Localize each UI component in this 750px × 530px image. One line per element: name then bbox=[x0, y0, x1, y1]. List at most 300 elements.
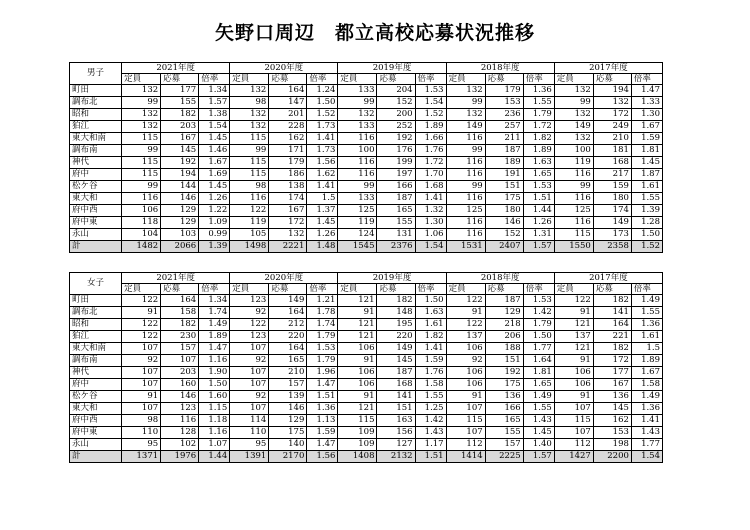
table-cell: 141 bbox=[377, 391, 415, 403]
column-header: 応募 bbox=[485, 284, 523, 295]
table-cell: 125 bbox=[554, 205, 593, 217]
year-header: 2021年度 bbox=[122, 63, 230, 74]
table-cell: 164 bbox=[269, 307, 307, 319]
column-header: 応募 bbox=[485, 74, 523, 85]
table-cell: 106 bbox=[338, 367, 377, 379]
table-row bbox=[70, 121, 663, 133]
table-cell: 122 bbox=[230, 205, 269, 217]
table-cell: 106 bbox=[446, 343, 485, 355]
table-cell: 116 bbox=[446, 169, 485, 181]
table-cell: 1.49 bbox=[199, 319, 230, 331]
table-cell: 199 bbox=[377, 157, 415, 169]
table-cell: 1.43 bbox=[523, 415, 554, 427]
table-cell: 116 bbox=[446, 133, 485, 145]
table-cell: 172 bbox=[593, 355, 631, 367]
table-cell: 98 bbox=[230, 97, 269, 109]
table-cell: 91 bbox=[122, 307, 161, 319]
table-cell: 182 bbox=[377, 295, 415, 307]
table-cell: 151 bbox=[485, 355, 523, 367]
total-cell: 1.57 bbox=[523, 241, 554, 253]
total-cell: 1.39 bbox=[199, 241, 230, 253]
school-name: 町田 bbox=[70, 295, 122, 307]
table-cell: 1.51 bbox=[307, 391, 338, 403]
table-cell: 1.46 bbox=[199, 145, 230, 157]
table-cell: 100 bbox=[338, 145, 377, 157]
table-cell: 92 bbox=[446, 355, 485, 367]
table-cell: 1.45 bbox=[523, 427, 554, 439]
table-cell: 211 bbox=[485, 133, 523, 145]
total-cell: 1976 bbox=[161, 451, 199, 463]
table-cell: 91 bbox=[446, 391, 485, 403]
table-cell: 116 bbox=[446, 157, 485, 169]
school-name: 府中東 bbox=[70, 217, 122, 229]
table-cell: 155 bbox=[161, 97, 199, 109]
table-cell: 125 bbox=[446, 205, 485, 217]
table-cell: 121 bbox=[338, 295, 377, 307]
table-cell: 230 bbox=[161, 331, 199, 343]
table-cell: 155 bbox=[377, 217, 415, 229]
total-cell: 1498 bbox=[230, 241, 269, 253]
table-cell: 1.28 bbox=[631, 217, 662, 229]
total-cell: 1550 bbox=[554, 241, 593, 253]
table-cell: 182 bbox=[161, 319, 199, 331]
column-header: 定員 bbox=[230, 284, 269, 295]
table-cell: 122 bbox=[122, 319, 161, 331]
table-cell: 1.54 bbox=[415, 97, 446, 109]
table-cell: 122 bbox=[446, 319, 485, 331]
table-cell: 99 bbox=[446, 145, 485, 157]
table-cell: 1.76 bbox=[415, 145, 446, 157]
table-cell: 1.79 bbox=[523, 319, 554, 331]
table-row bbox=[70, 343, 663, 355]
table-cell: 164 bbox=[269, 85, 307, 97]
table-cell: 1.17 bbox=[415, 439, 446, 451]
school-name: 東大和南 bbox=[70, 343, 122, 355]
total-cell: 2170 bbox=[269, 451, 307, 463]
table-cell: 1.30 bbox=[631, 109, 662, 121]
table-cell: 1.59 bbox=[307, 427, 338, 439]
table-cell: 1.77 bbox=[631, 439, 662, 451]
school-name: 調布南 bbox=[70, 355, 122, 367]
table-row bbox=[70, 403, 663, 415]
table-cell: 1.41 bbox=[415, 193, 446, 205]
table-cell: 1.55 bbox=[523, 403, 554, 415]
table-cell: 194 bbox=[593, 85, 631, 97]
table-cell: 132 bbox=[338, 109, 377, 121]
table-cell: 116 bbox=[554, 217, 593, 229]
table-cell: 1.36 bbox=[631, 403, 662, 415]
school-name: 神代 bbox=[70, 367, 122, 379]
table-cell: 187 bbox=[485, 145, 523, 157]
table-row bbox=[70, 427, 663, 439]
table-cell: 187 bbox=[485, 295, 523, 307]
table-cell: 91 bbox=[554, 391, 593, 403]
table-cell: 1.38 bbox=[199, 109, 230, 121]
column-header: 倍率 bbox=[415, 74, 446, 85]
table-cell: 164 bbox=[161, 295, 199, 307]
table-cell: 149 bbox=[269, 295, 307, 307]
table-row bbox=[70, 229, 663, 241]
table-cell: 1.65 bbox=[523, 379, 554, 391]
table-cell: 1.45 bbox=[199, 181, 230, 193]
table-cell: 99 bbox=[338, 97, 377, 109]
total-cell: 2200 bbox=[593, 451, 631, 463]
table-cell: 1.36 bbox=[631, 319, 662, 331]
table-cell: 107 bbox=[230, 403, 269, 415]
table-cell: 1.57 bbox=[199, 97, 230, 109]
year-header: 2020年度 bbox=[230, 273, 338, 284]
table-cell: 1.47 bbox=[199, 343, 230, 355]
table-cell: 1.50 bbox=[199, 379, 230, 391]
table-cell: 1.47 bbox=[631, 85, 662, 97]
table-cell: 187 bbox=[377, 367, 415, 379]
table-cell: 107 bbox=[122, 343, 161, 355]
table-cell: 1.07 bbox=[199, 439, 230, 451]
table-cell: 1.39 bbox=[631, 205, 662, 217]
table-cell: 1.47 bbox=[307, 379, 338, 391]
table-cell: 1.53 bbox=[523, 181, 554, 193]
total-cell: 2376 bbox=[377, 241, 415, 253]
total-cell: 1408 bbox=[338, 451, 377, 463]
table-cell: 132 bbox=[269, 229, 307, 241]
table-cell: 107 bbox=[230, 379, 269, 391]
school-name: 府中西 bbox=[70, 415, 122, 427]
table-cell: 121 bbox=[338, 403, 377, 415]
table-cell: 115 bbox=[122, 157, 161, 169]
table-cell: 1.56 bbox=[307, 157, 338, 169]
table-cell: 166 bbox=[377, 181, 415, 193]
table-cell: 152 bbox=[485, 229, 523, 241]
table-cell: 99 bbox=[446, 97, 485, 109]
table-cell: 1.25 bbox=[415, 403, 446, 415]
table-cell: 115 bbox=[554, 229, 593, 241]
table-cell: 146 bbox=[161, 193, 199, 205]
total-label: 計 bbox=[70, 241, 122, 253]
table-cell: 174 bbox=[593, 205, 631, 217]
table-cell: 177 bbox=[593, 367, 631, 379]
column-header: 応募 bbox=[269, 284, 307, 295]
column-header: 倍率 bbox=[415, 284, 446, 295]
table-cell: 1.53 bbox=[415, 85, 446, 97]
table-cell: 1.24 bbox=[307, 85, 338, 97]
table-cell: 189 bbox=[485, 157, 523, 169]
table-cell: 146 bbox=[485, 217, 523, 229]
table-cell: 153 bbox=[485, 97, 523, 109]
table-cell: 171 bbox=[269, 145, 307, 157]
table-cell: 1.61 bbox=[415, 319, 446, 331]
year-header: 2021年度 bbox=[122, 273, 230, 284]
table-cell: 1.61 bbox=[631, 181, 662, 193]
table-cell: 159 bbox=[593, 181, 631, 193]
table-cell: 107 bbox=[161, 355, 199, 367]
table-cell: 116 bbox=[554, 193, 593, 205]
table-cell: 99 bbox=[122, 145, 161, 157]
total-label: 計 bbox=[70, 451, 122, 463]
table-cell: 176 bbox=[377, 145, 415, 157]
table-cell: 1.65 bbox=[523, 169, 554, 181]
table-cell: 129 bbox=[269, 415, 307, 427]
table-cell: 1.74 bbox=[307, 319, 338, 331]
table-row bbox=[70, 169, 663, 181]
table-cell: 92 bbox=[230, 391, 269, 403]
table-cell: 162 bbox=[593, 415, 631, 427]
table-cell: 132 bbox=[593, 97, 631, 109]
table-cell: 1.16 bbox=[199, 355, 230, 367]
total-cell: 2066 bbox=[161, 241, 199, 253]
table-cell: 236 bbox=[485, 109, 523, 121]
table-cell: 1.15 bbox=[199, 403, 230, 415]
table-cell: 99 bbox=[230, 145, 269, 157]
table-cell: 228 bbox=[269, 121, 307, 133]
column-header: 倍率 bbox=[307, 74, 338, 85]
table-cell: 157 bbox=[485, 439, 523, 451]
year-header: 2019年度 bbox=[338, 63, 446, 74]
table-cell: 147 bbox=[269, 97, 307, 109]
table-cell: 129 bbox=[161, 205, 199, 217]
table-cell: 116 bbox=[338, 133, 377, 145]
table-cell: 107 bbox=[122, 403, 161, 415]
table-row bbox=[70, 355, 663, 367]
table-cell: 182 bbox=[161, 109, 199, 121]
table-row bbox=[70, 109, 663, 121]
table-cell: 1.43 bbox=[631, 427, 662, 439]
table-cell: 132 bbox=[554, 133, 593, 145]
table-cell: 137 bbox=[446, 331, 485, 343]
year-header-row bbox=[70, 273, 663, 284]
table-cell: 168 bbox=[593, 157, 631, 169]
table-cell: 106 bbox=[122, 205, 161, 217]
school-name: 町田 bbox=[70, 85, 122, 97]
table-cell: 158 bbox=[161, 307, 199, 319]
table-cell: 1.36 bbox=[523, 85, 554, 97]
table-cell: 98 bbox=[230, 181, 269, 193]
table-cell: 1.54 bbox=[199, 121, 230, 133]
column-header: 応募 bbox=[593, 284, 631, 295]
table-cell: 116 bbox=[122, 193, 161, 205]
total-cell: 2358 bbox=[593, 241, 631, 253]
table-cell: 179 bbox=[485, 85, 523, 97]
table-cell: 116 bbox=[446, 229, 485, 241]
table-cell: 1.41 bbox=[307, 181, 338, 193]
table-cell: 1.53 bbox=[307, 343, 338, 355]
table-cell: 145 bbox=[377, 355, 415, 367]
table-cell: 122 bbox=[446, 295, 485, 307]
table-cell: 144 bbox=[161, 181, 199, 193]
table-cell: 1.49 bbox=[631, 295, 662, 307]
table-cell: 109 bbox=[338, 427, 377, 439]
table-cell: 149 bbox=[593, 217, 631, 229]
table-cell: 1.49 bbox=[631, 391, 662, 403]
school-name: 松ケ谷 bbox=[70, 181, 122, 193]
table-cell: 1.41 bbox=[415, 343, 446, 355]
table-cell: 121 bbox=[338, 331, 377, 343]
table-cell: 1.63 bbox=[415, 307, 446, 319]
table-cell: 1.89 bbox=[631, 355, 662, 367]
total-cell: 1.56 bbox=[307, 451, 338, 463]
table-cell: 131 bbox=[377, 229, 415, 241]
table-cell: 132 bbox=[554, 109, 593, 121]
school-name: 永山 bbox=[70, 229, 122, 241]
table-cell: 1.62 bbox=[307, 169, 338, 181]
table-cell: 107 bbox=[446, 403, 485, 415]
table-cell: 1.67 bbox=[631, 367, 662, 379]
table-cell: 91 bbox=[554, 307, 593, 319]
table-cell: 1.16 bbox=[199, 427, 230, 439]
table-cell: 220 bbox=[269, 331, 307, 343]
table-cell: 167 bbox=[161, 133, 199, 145]
table-cell: 1.61 bbox=[631, 331, 662, 343]
table-cell: 1.79 bbox=[523, 109, 554, 121]
table-cell: 1.45 bbox=[307, 217, 338, 229]
table-cell: 1.26 bbox=[523, 217, 554, 229]
table-cell: 177 bbox=[161, 85, 199, 97]
year-header: 2019年度 bbox=[338, 273, 446, 284]
table-cell: 106 bbox=[446, 379, 485, 391]
table-cell: 1.67 bbox=[631, 121, 662, 133]
table-cell: 132 bbox=[446, 109, 485, 121]
table-cell: 210 bbox=[269, 367, 307, 379]
school-name: 狛江 bbox=[70, 121, 122, 133]
table-cell: 163 bbox=[377, 415, 415, 427]
table-cell: 121 bbox=[554, 343, 593, 355]
table-cell: 98 bbox=[122, 415, 161, 427]
table-cell: 116 bbox=[338, 157, 377, 169]
group-label: 男子 bbox=[70, 63, 122, 85]
total-cell: 1.54 bbox=[631, 451, 662, 463]
column-header: 倍率 bbox=[631, 284, 662, 295]
table-cell: 1.87 bbox=[631, 169, 662, 181]
table-row bbox=[70, 439, 663, 451]
table-cell: 188 bbox=[485, 343, 523, 355]
table-cell: 187 bbox=[377, 193, 415, 205]
column-header: 定員 bbox=[122, 74, 161, 85]
table-cell: 116 bbox=[161, 415, 199, 427]
table-cell: 203 bbox=[161, 367, 199, 379]
year-header: 2020年度 bbox=[230, 63, 338, 74]
table-row bbox=[70, 379, 663, 391]
school-name: 昭和 bbox=[70, 319, 122, 331]
school-name: 府中東 bbox=[70, 427, 122, 439]
table-row bbox=[70, 415, 663, 427]
table-cell: 1.43 bbox=[415, 427, 446, 439]
table-cell: 172 bbox=[593, 109, 631, 121]
table-cell: 1.50 bbox=[307, 97, 338, 109]
table-cell: 149 bbox=[377, 343, 415, 355]
table-cell: 164 bbox=[269, 343, 307, 355]
table-row bbox=[70, 205, 663, 217]
table-cell: 1.06 bbox=[415, 229, 446, 241]
table-cell: 157 bbox=[161, 343, 199, 355]
table-row bbox=[70, 217, 663, 229]
table-cell: 1.89 bbox=[199, 331, 230, 343]
table-cell: 133 bbox=[338, 85, 377, 97]
table-cell: 132 bbox=[230, 109, 269, 121]
year-header: 2018年度 bbox=[446, 63, 554, 74]
group-label: 女子 bbox=[70, 273, 122, 295]
column-header: 定員 bbox=[122, 284, 161, 295]
table-cell: 1.96 bbox=[307, 367, 338, 379]
table-cell: 1.89 bbox=[415, 121, 446, 133]
table-cell: 220 bbox=[377, 331, 415, 343]
table-cell: 1.45 bbox=[199, 133, 230, 145]
table-cell: 1.55 bbox=[415, 391, 446, 403]
table-cell: 175 bbox=[485, 379, 523, 391]
total-cell: 1.44 bbox=[199, 451, 230, 463]
table-cell: 107 bbox=[446, 427, 485, 439]
table-cell: 180 bbox=[593, 193, 631, 205]
table-cell: 139 bbox=[269, 391, 307, 403]
table-cell: 116 bbox=[446, 193, 485, 205]
table-cell: 122 bbox=[122, 331, 161, 343]
table-cell: 1.81 bbox=[523, 367, 554, 379]
table-cell: 129 bbox=[485, 307, 523, 319]
total-cell: 2132 bbox=[377, 451, 415, 463]
table-cell: 212 bbox=[269, 319, 307, 331]
table-cell: 156 bbox=[377, 427, 415, 439]
table-cell: 112 bbox=[446, 439, 485, 451]
table-cell: 155 bbox=[485, 427, 523, 439]
column-header: 倍率 bbox=[199, 74, 230, 85]
table-cell: 99 bbox=[554, 181, 593, 193]
table-cell: 115 bbox=[122, 133, 161, 145]
table-cell: 116 bbox=[446, 217, 485, 229]
school-name: 府中 bbox=[70, 379, 122, 391]
column-header: 応募 bbox=[593, 74, 631, 85]
table-cell: 115 bbox=[446, 415, 485, 427]
total-cell: 1371 bbox=[122, 451, 161, 463]
table-cell: 1.5 bbox=[307, 193, 338, 205]
table-cell: 1.76 bbox=[415, 367, 446, 379]
table-cell: 174 bbox=[269, 193, 307, 205]
table-cell: 116 bbox=[338, 169, 377, 181]
table-cell: 200 bbox=[377, 109, 415, 121]
table-cell: 175 bbox=[269, 427, 307, 439]
table-cell: 257 bbox=[485, 121, 523, 133]
table-cell: 173 bbox=[593, 229, 631, 241]
table-cell: 106 bbox=[554, 367, 593, 379]
total-cell: 1427 bbox=[554, 451, 593, 463]
table-row bbox=[70, 85, 663, 97]
table-cell: 149 bbox=[446, 121, 485, 133]
table-cell: 1.31 bbox=[523, 229, 554, 241]
table-cell: 116 bbox=[554, 169, 593, 181]
year-header: 2017年度 bbox=[554, 63, 662, 74]
table-cell: 1.82 bbox=[415, 331, 446, 343]
table-cell: 91 bbox=[338, 391, 377, 403]
table-cell: 91 bbox=[446, 307, 485, 319]
table-cell: 145 bbox=[593, 403, 631, 415]
school-name: 永山 bbox=[70, 439, 122, 451]
table-cell: 122 bbox=[554, 295, 593, 307]
table-cell: 119 bbox=[338, 217, 377, 229]
table-cell: 138 bbox=[269, 181, 307, 193]
table-cell: 186 bbox=[269, 169, 307, 181]
table-cell: 165 bbox=[377, 205, 415, 217]
school-name: 東大和南 bbox=[70, 133, 122, 145]
table-cell: 146 bbox=[161, 391, 199, 403]
table-cell: 1.26 bbox=[307, 229, 338, 241]
table-cell: 249 bbox=[593, 121, 631, 133]
total-cell: 1.52 bbox=[631, 241, 662, 253]
table-cell: 1.74 bbox=[199, 307, 230, 319]
table-cell: 112 bbox=[554, 439, 593, 451]
table-cell: 1.41 bbox=[631, 415, 662, 427]
table-cell: 1.55 bbox=[523, 97, 554, 109]
table-row bbox=[70, 181, 663, 193]
table-cell: 194 bbox=[161, 169, 199, 181]
column-header: 倍率 bbox=[523, 74, 554, 85]
table-cell: 1.53 bbox=[523, 295, 554, 307]
